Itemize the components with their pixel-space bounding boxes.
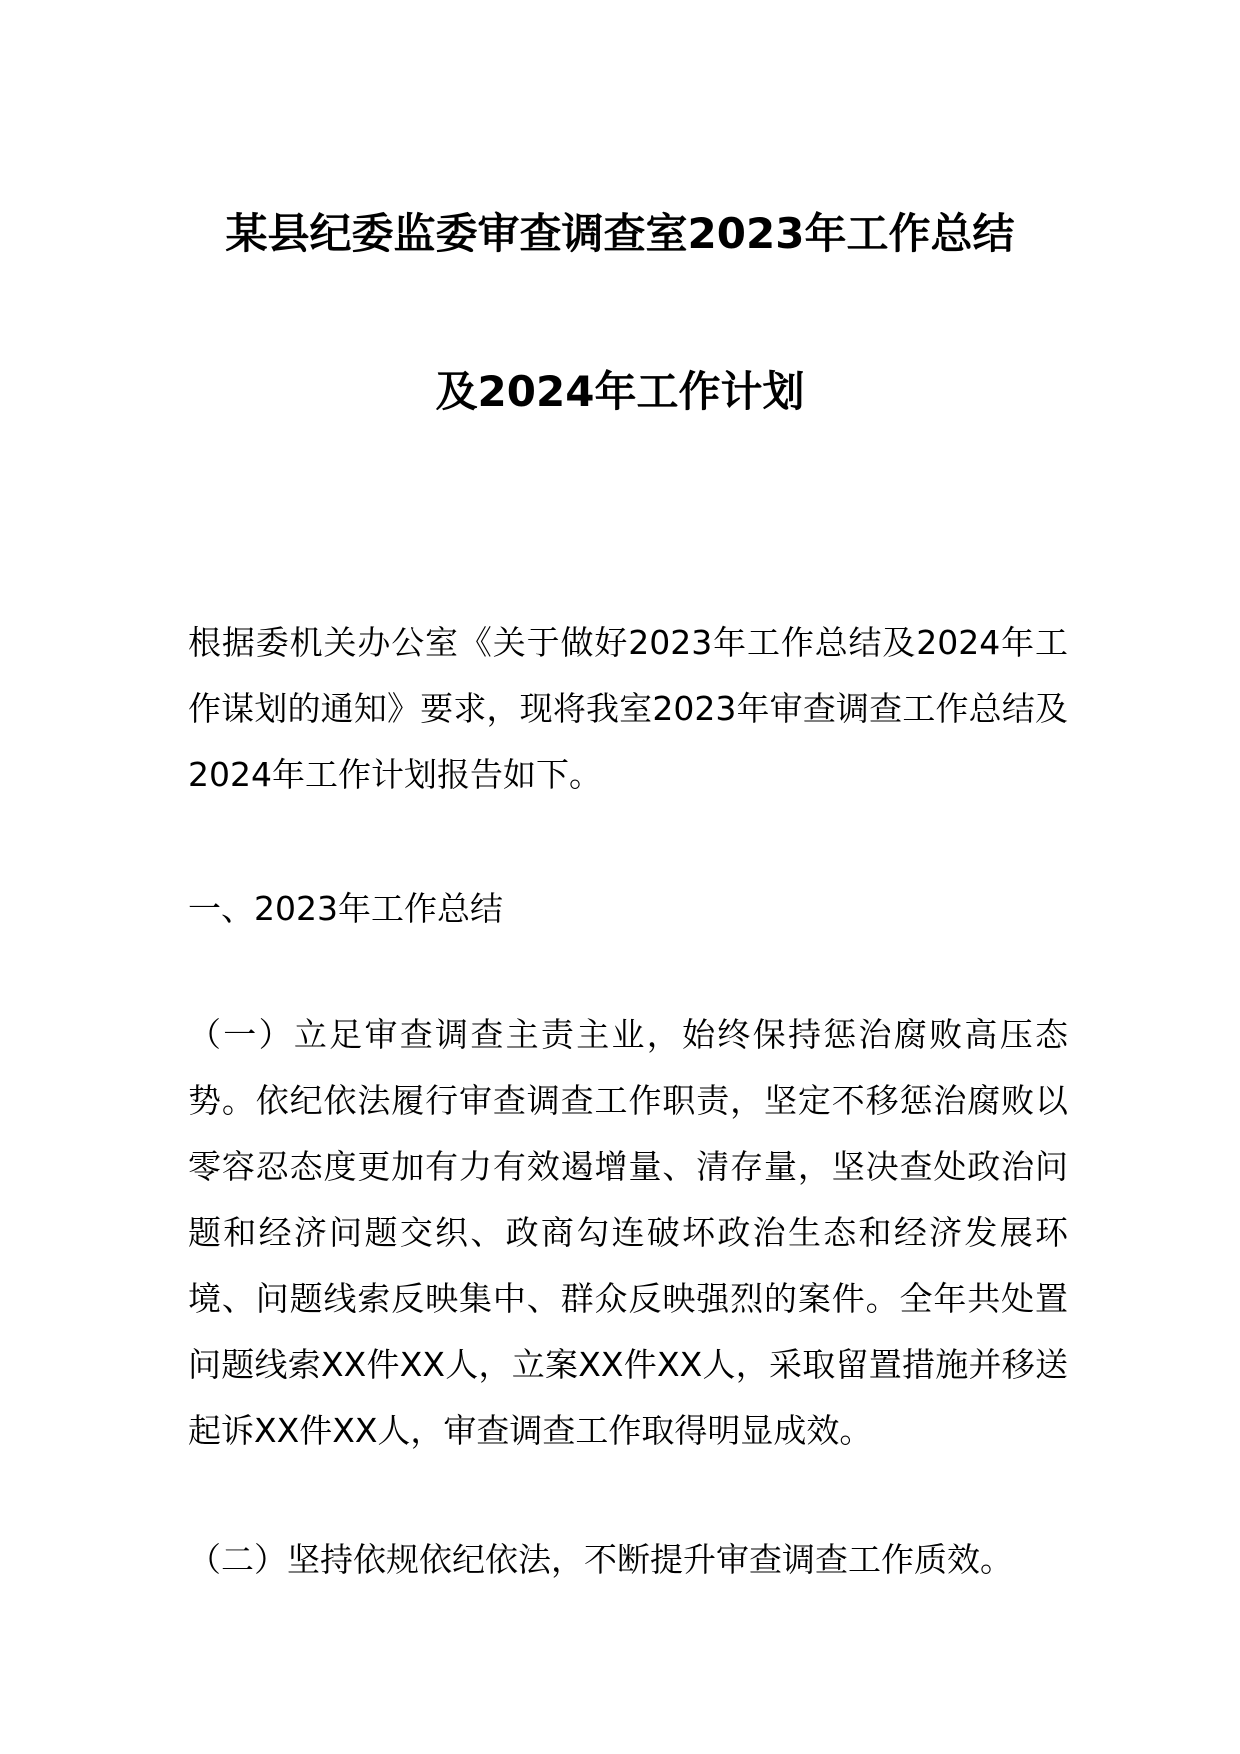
intro-paragraph: 根据委机关办公室《关于做好2023年工作总结及2024年工作谋划的通知》要求，现将我室2023年审查调查工作总结及2024年工作计划报告如下。 xyxy=(188,623,1068,794)
body-paragraph: （二）坚持依规依纪依法，不断提升审查调查工作质效。 xyxy=(188,1540,1013,1579)
section-heading: 一、2023年工作总结 xyxy=(188,889,503,928)
body-paragraph: （一）立足审查调查主责主业，始终保持惩治腐败高压态势。依纪依法履行审查调查工作职责，坚定不移惩治腐败以零容忍态度更加有力有效遏增量、清存量，坚决查处政治问题和经济问题交织、政商勾连破坏政治生态和经济发展环境、问题线索反映集中、群众反映强烈的案件。全年共处置问题线索XX件XX人，立案XX件XX人，采取留置措施并移送起诉XX件XX人，审查调查工作取得明显成效。 xyxy=(188,1015,1068,1450)
document-title-line1: 某县纪委监委审查调查室2023年工作总结 xyxy=(225,209,1015,258)
document-title-line2: 及2024年工作计划 xyxy=(435,367,805,416)
